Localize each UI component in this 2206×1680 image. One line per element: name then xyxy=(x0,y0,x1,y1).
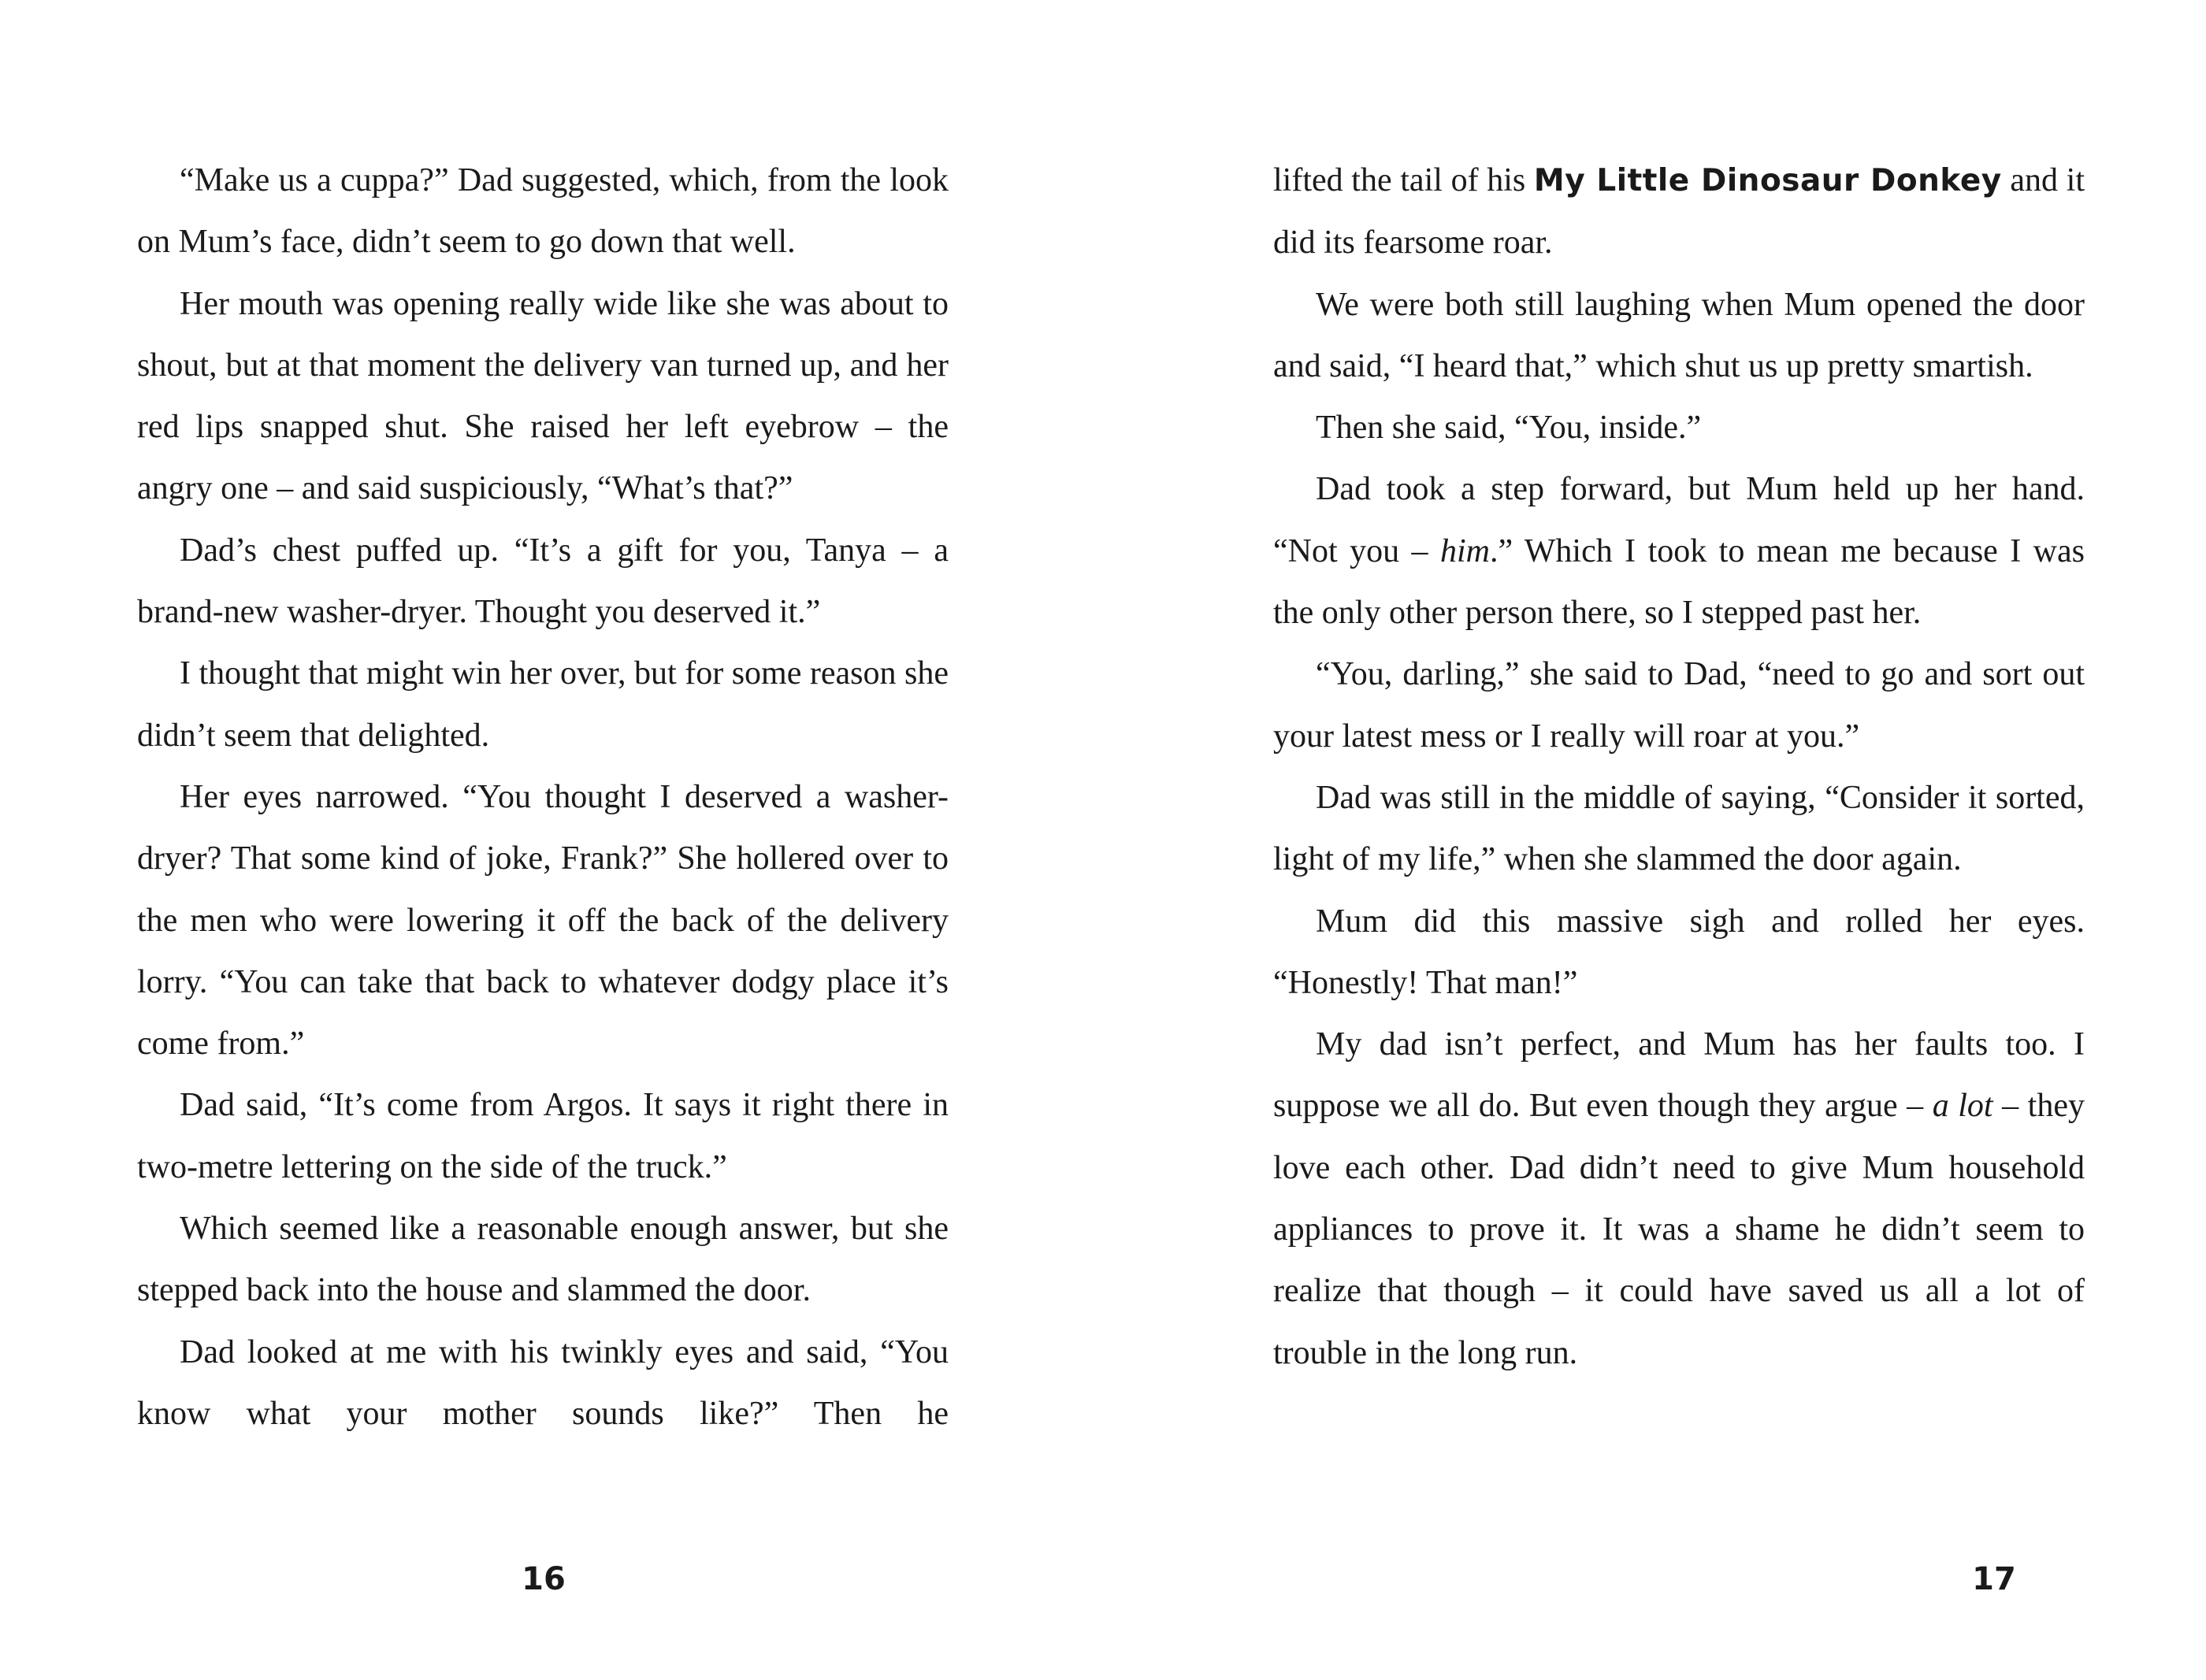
paragraph: Dad said, “It’s come from Argos. It says it right there in two-metre lettering on the side of the truck.” xyxy=(137,1087,949,1185)
paragraph: I thought that might win her over, but for some reason she didn’t seem that delighted. xyxy=(137,655,949,754)
left-page-text xyxy=(137,150,949,1445)
paragraph: Her eyes narrowed. “You thought I deserved a washer-dryer? That some kind of joke, Frank?” She hollered over to the men who were lowering it off the back of the delivery lorry. “You can take that back to whatever dodgy place it’s come from.” xyxy=(137,778,949,1063)
emphasis: him xyxy=(1439,532,1490,569)
toy-brand-name: My Little Dinosaur Donkey xyxy=(1533,163,2002,198)
text-run: My dad isn’t perfect, and Mum has her faults too. I suppose we all do. But even though they argue – xyxy=(1273,1026,2085,1125)
text-run: lifted the tail of his xyxy=(1273,162,1534,198)
paragraph xyxy=(1273,1014,2085,1384)
paragraph-continues: Dad looked at me with his twinkly eyes and said, “You know what your mother sounds like?” Then he xyxy=(137,1333,949,1432)
paragraph: “Make us a cuppa?” Dad suggested, which, from the look on Mum’s face, didn’t seem to go down that well. xyxy=(137,162,949,261)
text-run: – they love each other. Dad didn’t need to give Mum household appliances to prove it. It was a shame he didn’t seem to realize that though – it could have saved us all a lot of trouble in the long run. xyxy=(1273,1088,2085,1371)
paragraph: Which seemed like a reasonable enough answer, but she stepped back into the house and slammed the door. xyxy=(137,1211,949,1309)
continued-paragraph xyxy=(1273,150,2085,274)
paragraph: We were both still laughing when Mum opened the door and said, “I heard that,” which shut us up pretty smartish. xyxy=(1273,286,2085,384)
paragraph: Mum did this massive sigh and rolled her eyes. “Honestly! That man!” xyxy=(1273,903,2085,1001)
paragraph xyxy=(1273,458,2085,643)
text-run: Dad took a step forward, but Mum held up her hand. “Not you – xyxy=(1273,471,2085,569)
paragraph: Her mouth was opening really wide like she was about to shout, but at that moment the delivery van turned up, and her red lips snapped shut. She raised her left eyebrow – the angry one – and said suspiciously, “What’s that?” xyxy=(137,285,949,507)
paragraph: “You, darling,” she said to Dad, “need to go and sort out your latest mess or I really will roar at you.” xyxy=(1273,656,2085,755)
page-number: 16 xyxy=(522,1561,566,1597)
paragraph: Then she said, “You, inside.” xyxy=(1316,410,1702,447)
paragraph: Dad was still in the middle of saying, “Consider it sorted, light of my life,” when she slammed the door again. xyxy=(1273,779,2085,878)
text-run: .” Which I took to mean me because I was the only other person there, so I stepped past her. xyxy=(1273,532,2085,632)
right-page-text xyxy=(1273,150,2085,1384)
paragraph: Dad’s chest puffed up. “It’s a gift for you, Tanya – a brand-new washer-dryer. Thought you deserved it.” xyxy=(137,532,949,631)
right-page xyxy=(1103,0,2206,1680)
emphasis: a lot xyxy=(1932,1088,1993,1125)
text-run: and it did its fearsome roar. xyxy=(1273,162,2085,261)
page-number: 17 xyxy=(1972,1561,2016,1597)
